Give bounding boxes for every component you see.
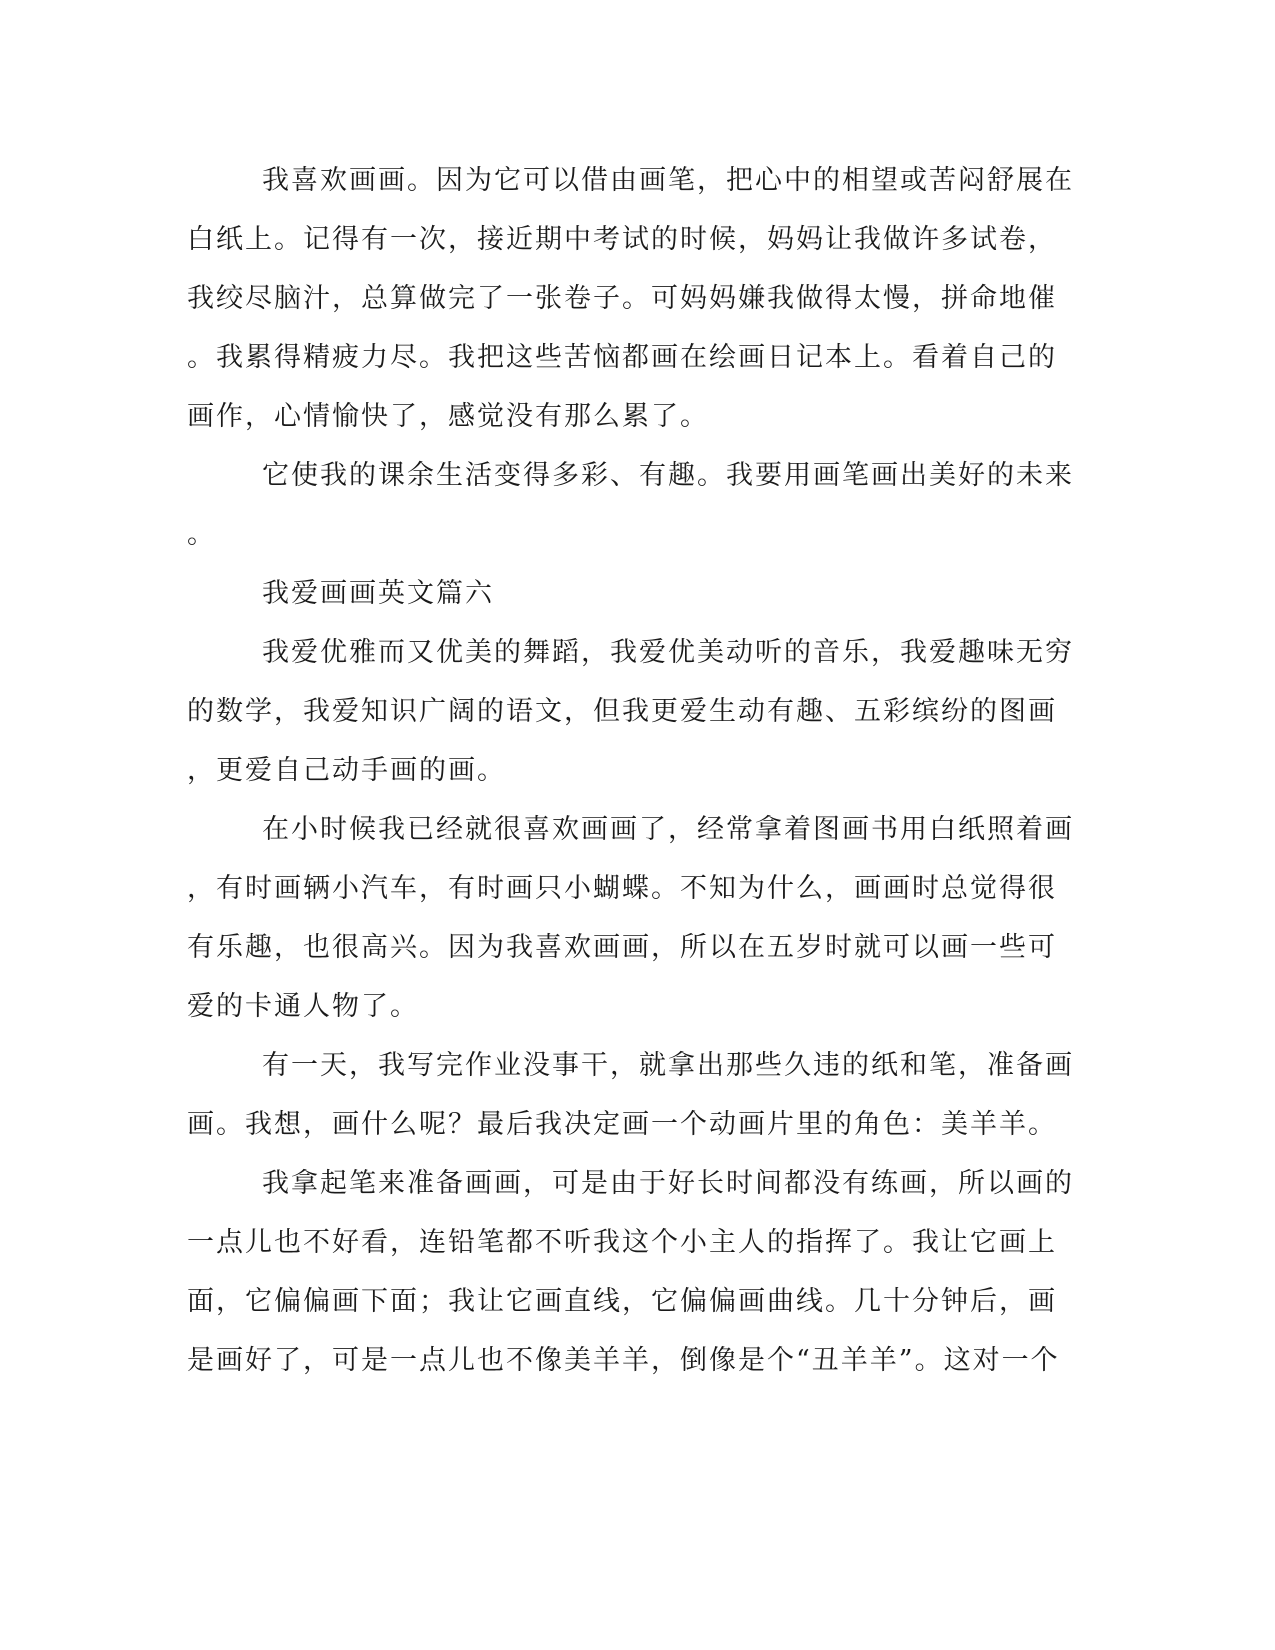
paragraph-line: 我绞尽脑汁，总算做完了一张卷子。可妈妈嫌我做得太慢，拼命地催 <box>187 283 1057 314</box>
paragraph-line: 一点儿也不好看，连铅笔都不听我这个小主人的指挥了。我让它画上 <box>187 1227 1057 1258</box>
paragraph-line: 有乐趣，也很高兴。因为我喜欢画画，所以在五岁时就可以画一些可 <box>187 932 1057 963</box>
paragraph-line: 。我累得精疲力尽。我把这些苦恼都画在绘画日记本上。看着自己的 <box>187 342 1057 373</box>
paragraph-line: ，更爱自己动手画的画。 <box>187 755 506 786</box>
paragraph-line: 我拿起笔来准备画画，可是由于好长时间都没有练画，所以画的 <box>262 1168 1074 1199</box>
section-heading: 我爱画画英文篇六 <box>262 578 494 609</box>
paragraph-line: 画作，心情愉快了，感觉没有那么累了。 <box>187 401 709 432</box>
paragraph-line: 面，它偏偏画下面；我让它画直线，它偏偏画曲线。几十分钟后，画 <box>187 1286 1057 1317</box>
paragraph-line: 爱的卡通人物了。 <box>187 991 419 1022</box>
paragraph-line: 的数学，我爱知识广阔的语文，但我更爱生动有趣、五彩缤纷的图画 <box>187 696 1057 727</box>
paragraph-line: ，有时画辆小汽车，有时画只小蝴蝶。不知为什么，画画时总觉得很 <box>187 873 1057 904</box>
paragraph-line: 在小时候我已经就很喜欢画画了，经常拿着图画书用白纸照着画 <box>262 814 1074 845</box>
paragraph-line: 画。我想，画什么呢？最后我决定画一个动画片里的角色：美羊羊。 <box>187 1109 1057 1140</box>
paragraph-line: 有一天，我写完作业没事干，就拿出那些久违的纸和笔，准备画 <box>262 1050 1074 1081</box>
paragraph-line: 。 <box>187 519 216 550</box>
paragraph-line: 是画好了，可是一点儿也不像美羊羊，倒像是个“丑羊羊”。这对一个 <box>187 1345 1060 1376</box>
paragraph-line: 我爱优雅而又优美的舞蹈，我爱优美动听的音乐，我爱趣味无穷 <box>262 637 1074 668</box>
paragraph-line: 白纸上。记得有一次，接近期中考试的时候，妈妈让我做许多试卷， <box>187 224 1057 255</box>
paragraph-line: 它使我的课余生活变得多彩、有趣。我要用画笔画出美好的未来 <box>262 460 1074 491</box>
paragraph-line: 我喜欢画画。因为它可以借由画笔，把心中的相望或苦闷舒展在 <box>262 165 1074 196</box>
